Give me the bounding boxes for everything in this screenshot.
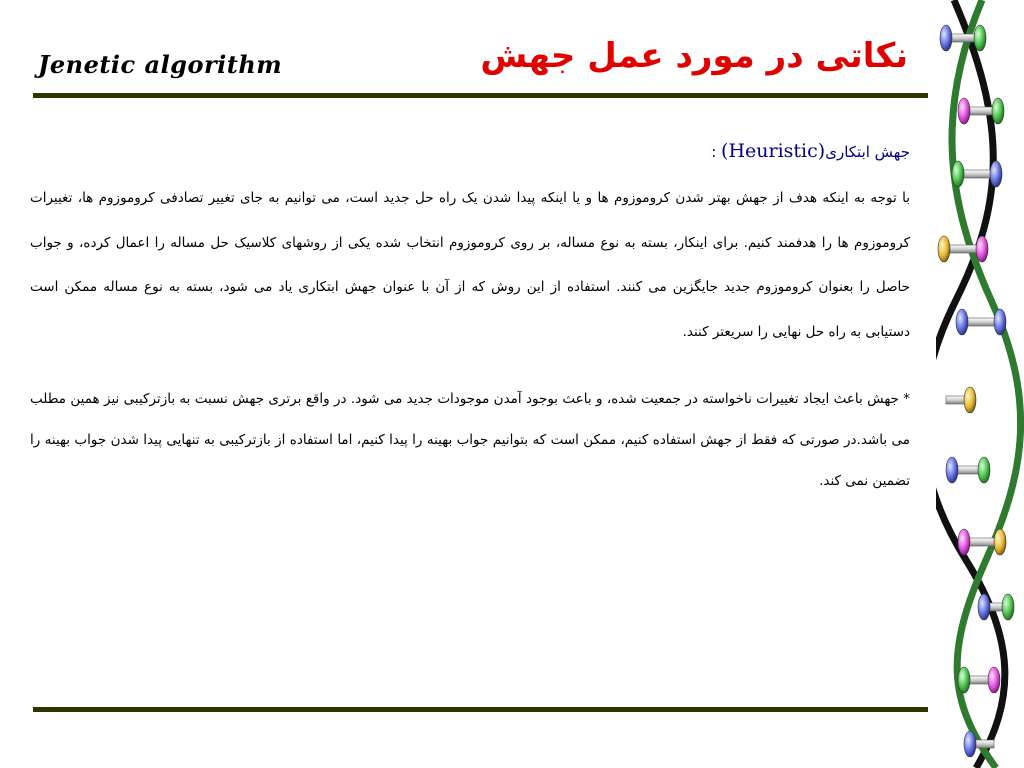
heading-suffix: : (711, 143, 722, 161)
bottom-divider (33, 707, 928, 712)
heading-en: (Heuristic) (721, 140, 826, 162)
paragraph-heuristic: با توجه به اینکه هدف از جهش بهتر شدن کروموزوم ها و یا اینکه پیدا شدن یک راه حل جدید است، می توانیم به جای تغییر تصادفی کروموزوم ها، تغییرات کروموزوم ها را هدفمند کنیم. برای اینکار، بسته به نوع مساله، بر روی کروموزوم انتخاب شده یکی از روشهای کلاسیک حل مساله را اعمال کرده، و جواب حاصل را بعنوان کروموزوم جدید جایگزین می کنند. استفاده از این روش که از آن با عنوان جهش ابتکاری یاد می شود، بسته به نوع مساله ممکن است دستیابی به راه حل نهایی را سریعتر کنند. (30, 190, 910, 340)
slide-title: نکاتی در مورد عمل جهش (480, 36, 908, 76)
logo-text: Jenetic algorithm (38, 50, 283, 79)
paragraph-mutation-note: * جهش باعث ایجاد تغییرات ناخواسته در جمعیت شده، و باعث بوجود آمدن موجودات جدید می شود. در واقع برتری جهش نسبت به بازترکیبی نیز همین مطلب می باشد.در صورتی که فقط از جهش استفاده کنیم، ممکن است که بتوانیم جواب بهینه را پیدا کنیم، اما استفاده از بازترکیبی به تنهایی پیدا شدن جواب بهینه را تضمین نمی کند. (30, 391, 910, 489)
top-divider (33, 93, 928, 98)
section-heading (30, 140, 910, 162)
heading-fa: جهش ابتکاری (825, 143, 910, 161)
dna-helix-icon (936, 0, 1024, 768)
